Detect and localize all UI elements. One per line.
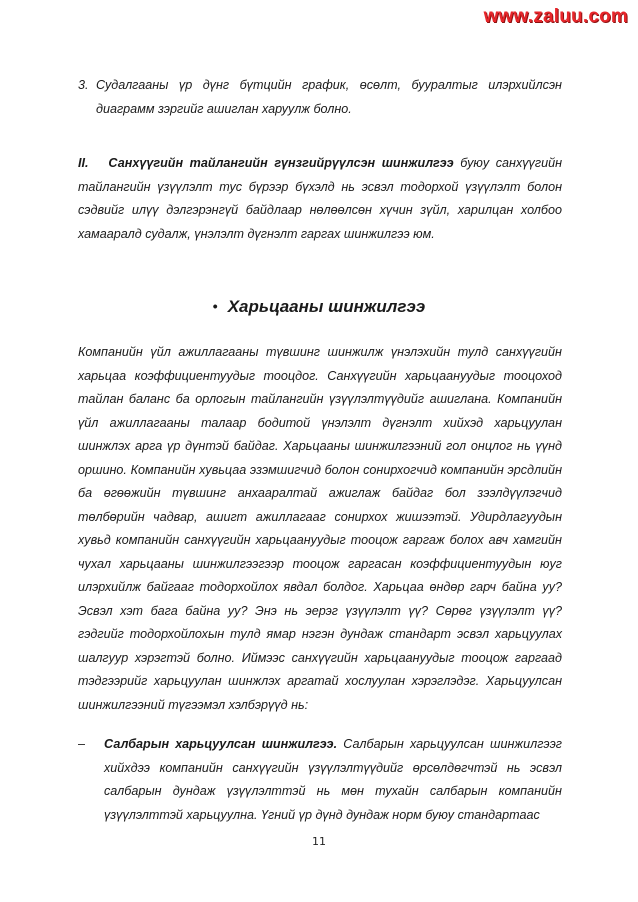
page-number: 11	[312, 835, 326, 848]
dash-item-description: Салбарын харьцуулсан шинжилгээг хийхдээ компанийн санхүүгийн үзүүлэлтүүдийг өрсөлдөгчтэй нь эсвэл салбарын дундаж үзүүлэлттэй нь мөн тухайн салбарын компанийн үзүүлэлттэй харьцуулна. Үгний үр дүнд дундаж норм буюу стандартаас	[104, 737, 562, 822]
section-heading	[0, 297, 638, 317]
bullet-icon: •	[212, 298, 218, 314]
list-item-number: 3.	[78, 78, 89, 92]
body-paragraph-text: Компанийн үйл ажиллагааны түвшинг шинжилж үнэлэхийн тулд санхүүгийн харьцаа коэффициентуудыг тооцдог. Санхүүгийн харьцаануудыг тооцоход тайлан баланс ба орлогын тайлангийн үзүүлэлтүүдийг ашиглана. Компанийн үйл ажиллагааны талаар бодитой үнэлэлт дүгнэлт хийхэд харьцуулан шинжлэх арга үр дүнтэй байдаг. Харьцааны шинжилгээний гол онцлог нь үүнд оршино. Компанийн хувьцаа эзэмшигчид болон сонирхогчид компанийн эрсдлийн ба өгөөжийн түвшинг анхааралтай ажиглаж байдаг бол зээлдүүлэгчид төлбөрийн чадвар, ашигт ажиллагааг сонирхох жишээтэй. Удирдлагуудын хувьд компанийн санхүүгийн харьцаануудыг тооцож гаргаж болох авч хамгийн чухал харьцааны шинжилгээгээр тооцож гаргасан коэффициентуудын юуг илэрхийлж байгааг тодорхойлох явдал болдог. Харьцаа өндөр гарч байна уу? Эсвэл хэт бага байна уу? Энэ нь эерэг үзүүлэлт үү? Сөрөг үзүүлэлт үү? гэдгийг тодорхойлохын тулд ямар нэгэн дундаж стандарт эсвэл харьцуулах шалгуур хэрэгтэй болно. Иймээс санхүүгийн харьцаануудыг тооцож гаргаад тэдгээрийг харьцуулан шинжлэх аргатай хослуулан хэрэглэдэг. Харьцуулсан шинжилгээний түгээмэл хэлбэрүүд нь:	[78, 345, 562, 712]
dash-item-text	[104, 733, 562, 827]
section-2-number: II.	[78, 156, 89, 170]
list-item-text: Судалгааны үр дүнг бүтцийн график, өсөлт, бууралтыг илэрхийлсэн диаграмм зэргийг ашиглан харуулж болно.	[96, 78, 562, 116]
list-item-3	[78, 74, 562, 121]
body-paragraph	[78, 341, 562, 717]
section-2-bold-term: Санхүүгийн тайлангийн гүнзгийрүүлсэн шинжилгээ	[108, 156, 454, 170]
dash-bullet: –	[78, 737, 86, 751]
watermark-logo: www.zaluu.com	[483, 6, 628, 27]
section-2-text	[78, 152, 562, 246]
dash-list-item	[78, 733, 562, 827]
section-2-description: буюу санхүүгийн тайлангийн үзүүлэлт тус бүрээр бүхэлд нь эсвэл тодорхой үзүүлэлт болон сэдвийг илүү дэлгэрэнгүй байдлаар нөлөөлсөн хүчин зүйл, харилцан холбоо хамааралд судалж, үнэлэлт дүгнэлт гаргах шинжилгээ юм.	[78, 156, 563, 241]
dash-item-bold-term: Салбарын харьцуулсан шинжилгээ.	[104, 737, 338, 751]
section-2-paragraph	[78, 152, 562, 246]
heading-title: Харьцааны шинжилгээ	[227, 297, 426, 316]
